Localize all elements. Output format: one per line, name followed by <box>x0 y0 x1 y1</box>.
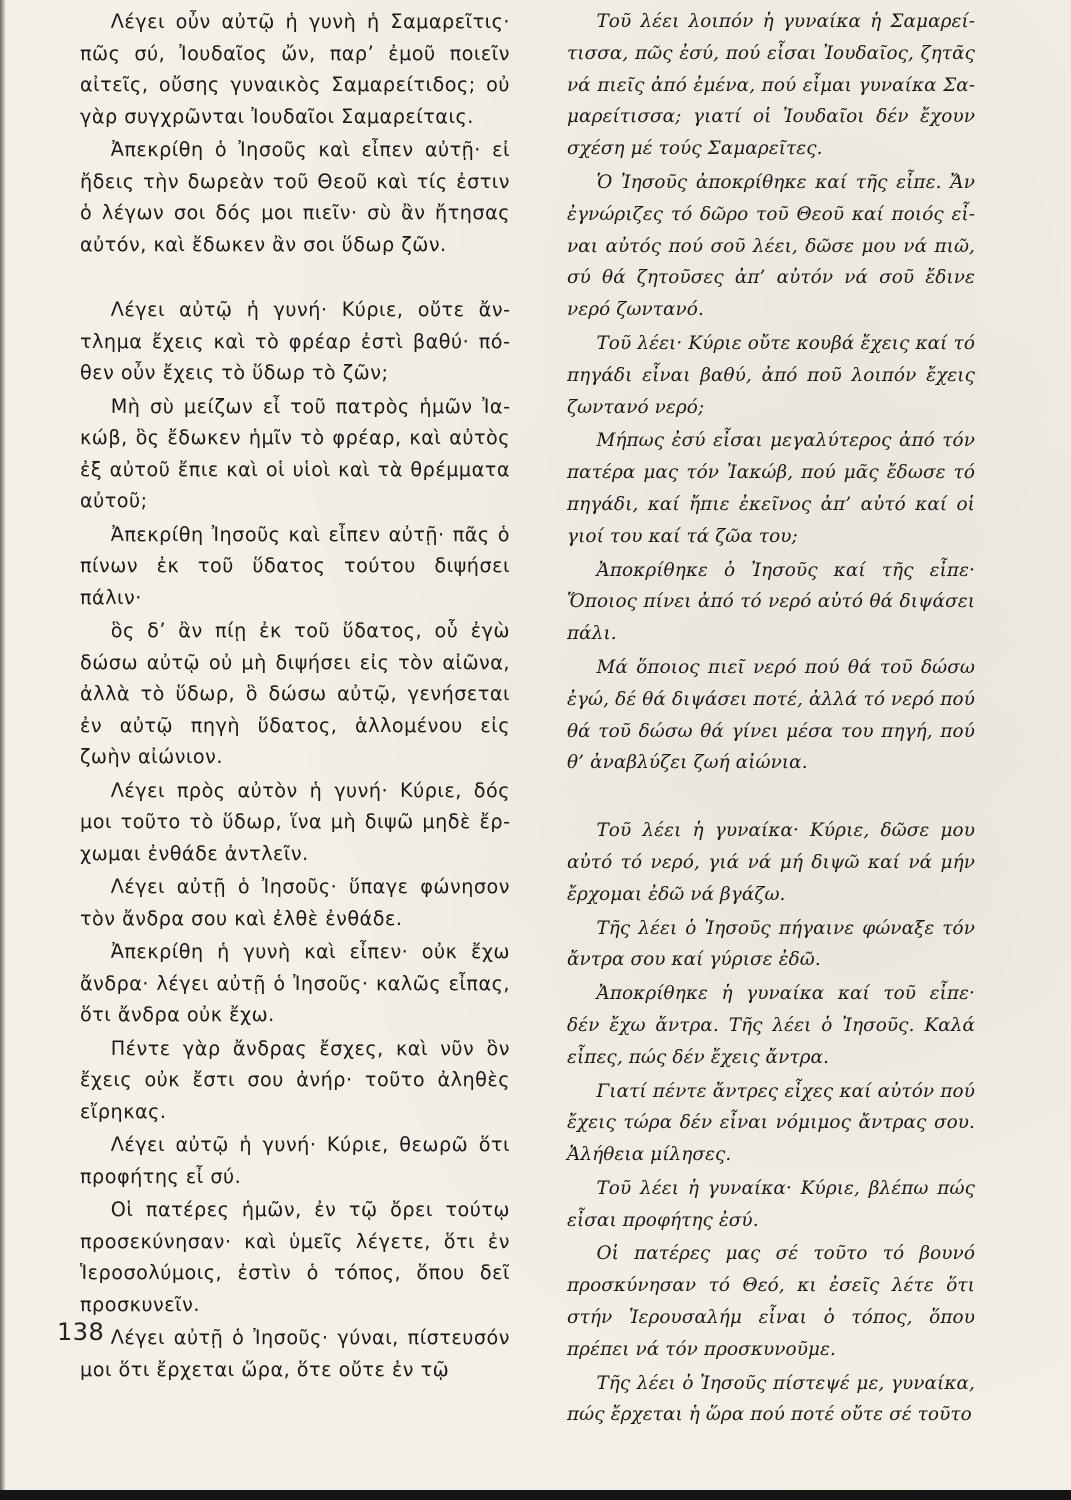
page-number: 138 <box>57 1318 105 1346</box>
page-shadow-edge <box>0 0 6 1500</box>
greek-verse: Λέγει αὐτῇ ὁ Ἰησοῦς· ὕπαγε φώνησον τὸν ἄνδρα σου καὶ ἐλθὲ ἐνθάδε. <box>80 875 510 930</box>
translation-verse: Μά ὅποιος πιεῖ νερό πού θά τοῦ δώσω ἐγώ, δέ θά διψάσει ποτέ, ἀλλά τό νερό πού θά τοῦ δώσω θά γίνει μέσα του πηγή, πού θ’ ἀναβλύζει ζωή αἰώνια. <box>567 656 975 774</box>
translation-verse: Τῆς λέει ὁ Ἰησοῦς πίστεψέ με, γυναίκα, πώς ἔρχεται ἡ ὥρα πού ποτέ οὔτε σέ τοῦτο <box>567 1372 975 1426</box>
greek-verse: Λέγει αὐτῷ ἡ γυνή· Κύριε, οὔτε ἄντλημα ἔχεις καὶ τὸ φρέαρ ἐστὶ βαθύ· πόθεν οὖν ἔχεις τὸ ὕδωρ τὸ ζῶν; <box>80 298 510 384</box>
translation-verse: Τοῦ λέει ἡ γυναίκα· Κύριε, δῶσε μου αὐτό τό νερό, γιά νά μή διψῶ καί νά μήν ἔρχομαι ἐδῶ νά βγάζω. <box>567 820 975 905</box>
translation-verse: Ὁ Ἰησοῦς ἀποκρίθηκε καί τῆς εἶπε. Ἄν ἐγνώριζες τό δῶρο τοῦ Θεοῦ καί ποιός εἶναι αὐτός πού σοῦ λέει, δῶσε μου νά πιῶ, σύ θά ζητοῦσες ἀπ’ αὐτόν νά σοῦ ἔδινε νερό ζωντανό. <box>567 171 975 321</box>
greek-verse: Ἀπεκρίθη ὁ Ἰησοῦς καὶ εἶπεν αὐτῇ· εἰ ἤδεις τὴν δωρεὰν τοῦ Θεοῦ καὶ τίς ἐστιν ὁ λέγων σοι δός μοι πιεῖν· σὺ ἂν ἤτησας αὐτόν, καὶ ἔδωκεν ἂν σοι ὕδωρ ζῶν. <box>80 138 510 256</box>
translation-verse: Οἱ πατέρες μας σέ τοῦτο τό βουνό προσκύνησαν τό Θεό, κι ἐσεῖς λέτε ὅτι στήν Ἱερουσαλήμ εἶναι ὁ τόπος, ὅπου πρέπει νά τόν προσκυνοῦμε. <box>567 1243 975 1360</box>
translation-verse: Τοῦ λέει λοιπόν ἡ γυναίκα ἡ Σαμαρείτισσα, πῶς ἐσύ, πού εἶσαι Ἰουδαῖος, ζητᾶς νά πιεῖς ἀπό ἐμένα, πού εἶμαι γυναίκα Σαμαρείτισσα; γιατί οἱ Ἰουδαῖοι δέν ἔχουν σχέση μέ τούς Σαμαρεῖτες. <box>567 11 975 160</box>
ancient-greek-column <box>80 6 510 1385</box>
greek-verse: Λέγει πρὸς αὐτὸν ἡ γυνή· Κύριε, δός μοι τοῦτο τὸ ὕδωρ, ἵνα μὴ διψῶ μηδὲ ἔρχωμαι ἐνθάδε ἀντλεῖν. <box>80 778 510 865</box>
greek-verse: Πέντε γὰρ ἄνδρας ἔσχες, καὶ νῦν ὃν ἔχεις οὐκ ἔστι σου ἀνήρ· τοῦτο ἀληθὲς εἴρηκας. <box>80 1036 510 1123</box>
greek-verse: Ἀπεκρίθη Ἰησοῦς καὶ εἶπεν αὐτῇ· πᾶς ὁ πίνων ἐκ τοῦ ὕδατος τούτου διψήσει πάλιν· <box>80 522 510 609</box>
translation-verse: Γιατί πέντε ἄντρες εἶχες καί αὐτόν πού ἔχεις τώρα δέν εἶναι νόμιμος ἄντρας σου. Ἀλήθεια μίλησες. <box>567 1080 975 1166</box>
greek-verse: Λέγει αὐτῷ ἡ γυνή· Κύριε, θεωρῶ ὅτι προφήτης εἶ σύ. <box>80 1133 510 1188</box>
greek-verse: Ἀπεκρίθη ἡ γυνὴ καὶ εἶπεν· οὐκ ἔχω ἄνδρα· λέγει αὐτῇ ὁ Ἰησοῦς· καλῶς εἶπας, ὅτι ἄνδρα οὐκ ἔχω. <box>80 940 510 1026</box>
greek-verse: ὃς δ’ ἂν πίῃ ἐκ τοῦ ὕδατος, οὗ ἐγὼ δώσω αὐτῷ οὐ μὴ διψήσει εἰς τὸν αἰῶνα, ἀλλὰ τὸ ὕδωρ, ὃ δώσω αὐτῷ, γενήσεται ἐν αὐτῷ πηγὴ ὕδατος, ἁλλομένου εἰς ζωὴν αἰώνιον. <box>80 619 510 768</box>
greek-verse: Λέγει οὖν αὐτῷ ἡ γυνὴ ἡ Σαμαρεῖτις· πῶς σύ, Ἰουδαῖος ὤν, παρ’ ἐμοῦ ποιεῖν αἰτεῖς, οὔσης γυναικὸς Σαμαρείτιδος; οὐ γὰρ συγχρῶνται Ἰουδαῖοι Σαμαρείταις. <box>80 10 510 128</box>
modern-greek-column <box>567 6 975 1431</box>
translation-verse: Μήπως ἐσύ εἶσαι μεγαλύτερος ἀπό τόν πατέρα μας τόν Ἰακώβ, πού μᾶς ἔδωσε τό πηγάδι, καί ἤπιε ἐκεῖνος ἀπ’ αὐτό καί οἱ γιοί του καί τά ζῶα του; <box>567 430 975 547</box>
scan-bottom-edge <box>0 1490 1071 1500</box>
greek-verse: Λέγει αὐτῇ ὁ Ἰησοῦς· γύναι, πίστευσόν μοι ὅτι ἔρχεται ὥρα, ὅτε οὔτε ἐν τῷ <box>80 1326 510 1381</box>
greek-verse: Μὴ σὺ μείζων εἶ τοῦ πατρὸς ἡμῶν Ἰακώβ, ὃς ἔδωκεν ἡμῖν τὸ φρέαρ, καὶ αὐτὸς ἐξ αὐτοῦ ἔπιε καὶ οἱ υἱοὶ καὶ τὰ θρέμματα αὐτοῦ; <box>80 394 510 512</box>
translation-verse: Ἀποκρίθηκε ἡ γυναίκα καί τοῦ εἶπε· δέν ἔχω ἄντρα. Τῆς λέει ὁ Ἰησοῦς. Καλά εἶπες, πώς δέν ἔχεις ἄντρα. <box>567 983 975 1068</box>
translation-verse: Τοῦ λέει· Κύριε οὔτε κουβά ἔχεις καί τό πηγάδι εἶναι βαθύ, ἀπό ποῦ λοιπόν ἔχεις ζωντανό νερό; <box>567 332 975 418</box>
translation-verse: Τοῦ λέει ἡ γυναίκα· Κύριε, βλέπω πώς εἶσαι προφήτης ἐσύ. <box>567 1177 975 1231</box>
greek-verse: Οἱ πατέρες ἡμῶν, ἐν τῷ ὄρει τούτῳ προσεκύνησαν· καὶ ὑμεῖς λέγετε, ὅτι ἐν Ἱεροσολύμοις, ἐστὶν ὁ τόπος, ὅπου δεῖ προσκυνεῖν. <box>80 1198 510 1316</box>
translation-verse: Τῆς λέει ὁ Ἰησοῦς πήγαινε φώναξε τόν ἄντρα σου καί γύρισε ἐδῶ. <box>567 917 975 971</box>
translation-verse: Ἀποκρίθηκε ὁ Ἰησοῦς καί τῆς εἶπε· Ὅποιος πίνει ἀπό τό νερό αὐτό θά διψάσει πάλι. <box>567 559 975 645</box>
